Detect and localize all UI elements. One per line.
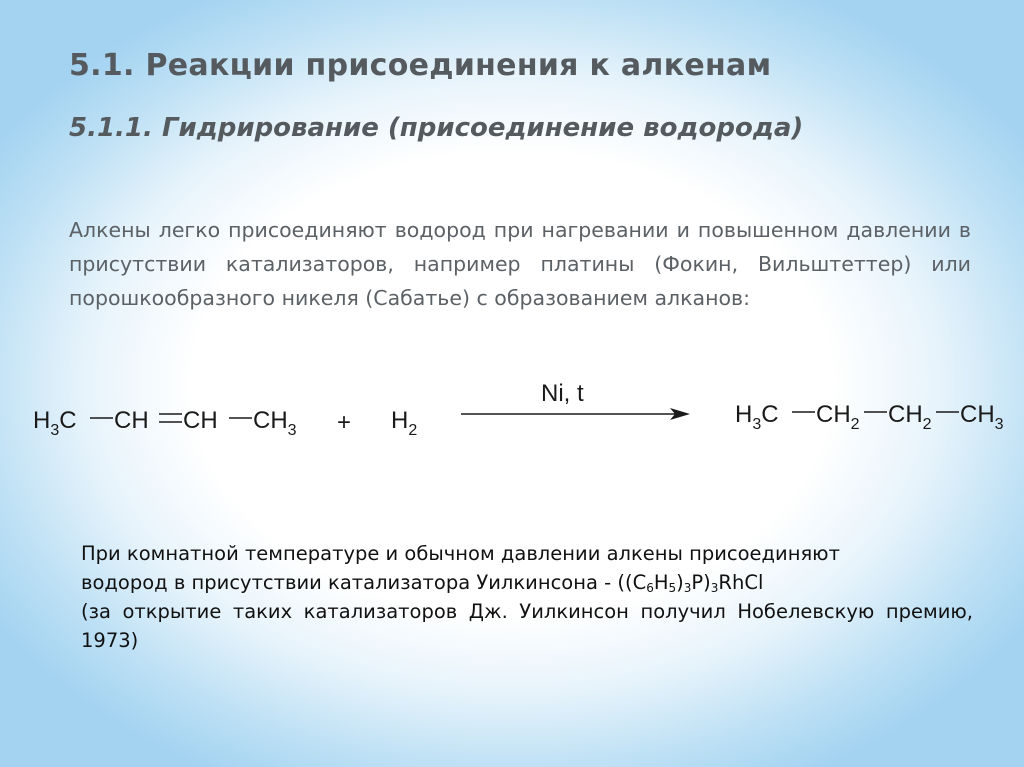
- product-ch2-second: $CH_2$: [888, 401, 932, 433]
- product-ch3: $CH_3$: [960, 401, 1004, 433]
- intro-paragraph: Алкены легко присоединяют водород при нагревании и повышенном давлении в присутствии катализаторов, например платины (Фокин, Вильштеттер) или порошкообразного никеля (Сабатье) с образованием алканов:: [69, 218, 971, 310]
- product-ch2-first: $CH_2$: [816, 401, 860, 433]
- wilkinson-note: [81, 539, 973, 655]
- slide-title: 5.1. Реакции присоединения к алкенам: [69, 48, 772, 83]
- reactant-h3c: $H_3C$: [33, 407, 77, 439]
- product-h3c: $H_3C$: [735, 401, 779, 433]
- reactant-ch-2: CH: [183, 407, 218, 434]
- reaction-condition: Ni, t: [541, 380, 584, 407]
- reactant-ch3: $CH_3$: [253, 407, 297, 439]
- slide-subtitle: 5.1.1. Гидрирование (присоединение водорода): [69, 113, 804, 143]
- reactant-formula: [33, 407, 297, 439]
- reactant-ch-1: CH: [114, 407, 149, 434]
- note-line-1: При комнатной температуре и обычном давлении алкены присоединяют: [81, 542, 840, 565]
- note-line-2: водород в присутствии катализатора Уилкинсона - $((C_6H_5)_3P)_3RhCl$: [81, 571, 764, 595]
- note-line-3: (за открытие таких катализаторов Дж. Уилкинсон получил Нобелевскую премию, 1973): [81, 600, 973, 652]
- plus-sign: +: [337, 409, 352, 436]
- product-formula: [735, 401, 1004, 433]
- hydrogen-formula: $H_2$: [391, 407, 418, 439]
